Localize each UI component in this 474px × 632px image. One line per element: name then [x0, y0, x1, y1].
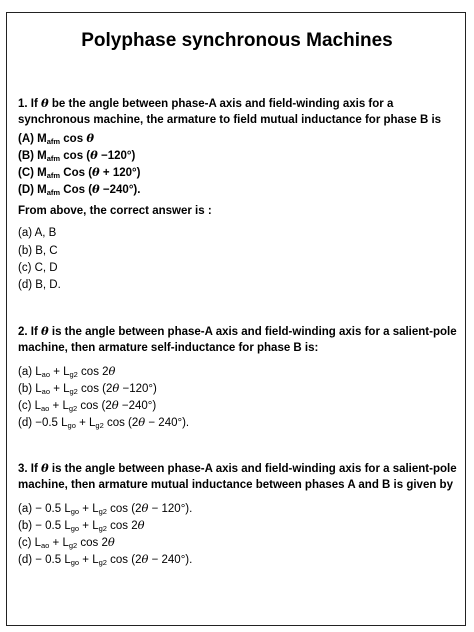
q2-option-d: (d) −0.5 $L_{go} + L_{g2}$ cos (2θ − 240°).	[18, 415, 190, 430]
q1-answer-c: (c) C, D	[18, 262, 58, 274]
q1-prompt: From above, the correct answer is :	[18, 205, 212, 217]
q3-option-d: (d) − 0.5 $L_{go} + L_{g2}$ cos (2θ − 240°).	[18, 552, 193, 567]
q1-stem-line-1: 1. If θ be the angle between phase-A axis and field-winding axis for a	[18, 96, 394, 110]
q1-option-d: (D) $M_{afm}$ Cos (θ −240°).	[18, 182, 141, 197]
q1-answer-d: (d) B, D.	[18, 279, 61, 291]
q1-option-a: (A) $M_{afm}$ cos θ	[18, 131, 94, 146]
q2-option-a: (a) $L_{ao} + L_{g2}$ cos 2θ	[18, 364, 116, 379]
q1-answer-b: (b) B, C	[18, 245, 58, 257]
q2-stem-line-1: 2. If θ is the angle between phase-A axis and field-winding axis for a salient-pole	[18, 324, 457, 338]
q2-option-c: (c) $L_{ao} + L_{g2}$ cos (2θ −240°)	[18, 398, 157, 413]
q2-option-b: (b) $L_{ao} + L_{g2}$ cos (2θ −120°)	[18, 381, 157, 396]
theta-symbol: θ	[41, 96, 49, 110]
q1-stem-line-2: synchronous machine, the armature to field mutual inductance for phase B is	[18, 114, 442, 126]
q3-stem-line-2: machine, then armature mutual inductance between phases A and B is given by	[18, 479, 453, 491]
q1-option-b: (B) $M_{afm}$ cos (θ −120°)	[18, 148, 136, 163]
theta-symbol: θ	[41, 324, 49, 338]
page-title: Polyphase synchronous Machines	[81, 30, 393, 51]
q3-stem-line-1: 3. If θ is the angle between phase-A axis and field-winding axis for a salient-pole	[18, 461, 457, 475]
q1-option-c: (C) $M_{afm}$ Cos (θ + 120°)	[18, 165, 141, 180]
q2-stem-line-2: machine, then armature self-inductance for phase B is:	[18, 342, 319, 354]
q3-option-b: (b) − 0.5 $L_{go} + L_{g2}$ cos 2θ	[18, 518, 145, 533]
q3-option-c: (c) $L_{ao} + L_{g2}$ cos 2θ	[18, 535, 115, 550]
q1-answer-a: (a) A, B	[18, 227, 57, 239]
q3-option-a: (a) − 0.5 $L_{go} + L_{g2}$ cos (2θ − 120°).	[18, 501, 193, 516]
theta-symbol: θ	[41, 461, 49, 475]
